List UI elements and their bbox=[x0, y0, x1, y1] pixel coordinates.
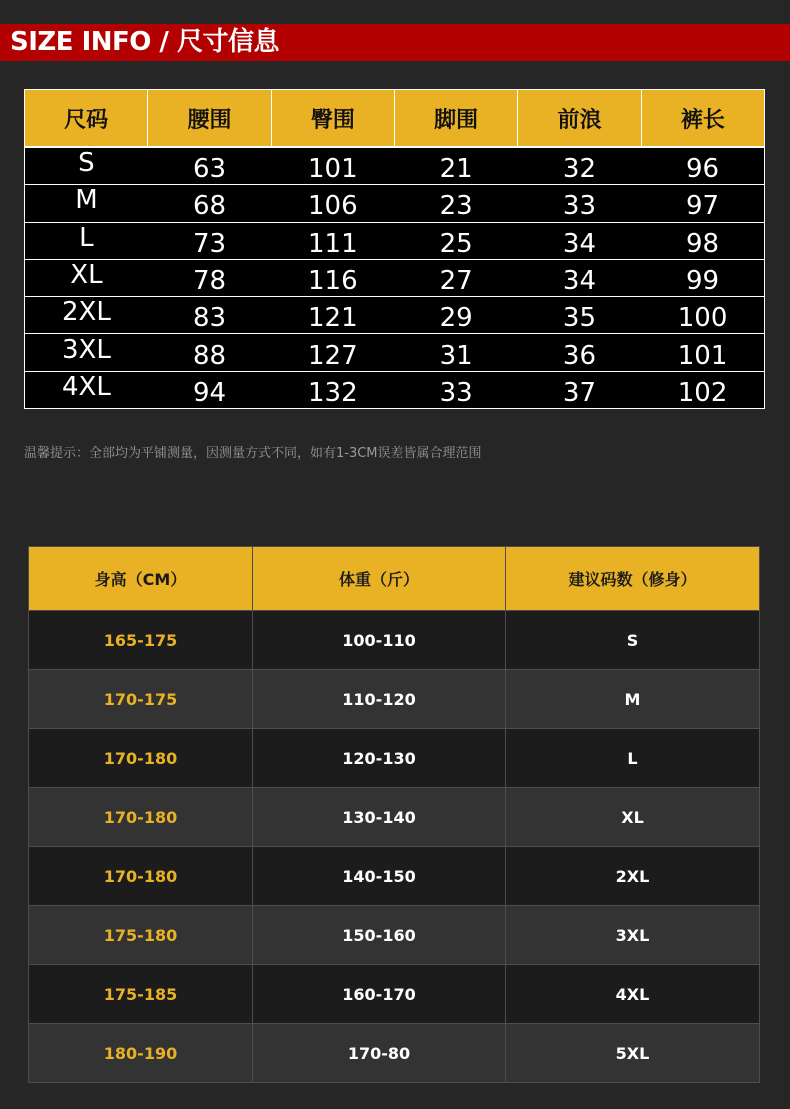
table-row bbox=[29, 906, 760, 965]
table-row bbox=[25, 297, 765, 334]
size-cell: 4XL bbox=[506, 965, 760, 1024]
table-row bbox=[29, 670, 760, 729]
size-table-header: 臀围 bbox=[271, 90, 394, 148]
size-table-header: 腰围 bbox=[148, 90, 271, 148]
table-cell: 63 bbox=[148, 147, 271, 185]
table-cell: 132 bbox=[271, 371, 394, 408]
table-cell: 94 bbox=[148, 371, 271, 408]
table-cell: 21 bbox=[394, 147, 517, 185]
table-cell: 97 bbox=[641, 185, 764, 222]
table-row bbox=[29, 729, 760, 788]
height-cell: 180-190 bbox=[29, 1024, 253, 1083]
size-cell: S bbox=[25, 147, 148, 185]
title-banner bbox=[0, 24, 790, 61]
table-cell: 116 bbox=[271, 259, 394, 296]
height-cell: 170-180 bbox=[29, 729, 253, 788]
table-cell: 101 bbox=[641, 334, 764, 371]
table-cell: 29 bbox=[394, 297, 517, 334]
size-cell: 2XL bbox=[25, 297, 148, 334]
table-cell: 98 bbox=[641, 222, 764, 259]
size-cell: M bbox=[25, 185, 148, 222]
size-measurement-table bbox=[24, 89, 765, 409]
table-row bbox=[29, 611, 760, 670]
weight-cell: 170-80 bbox=[253, 1024, 506, 1083]
table-cell: 27 bbox=[394, 259, 517, 296]
size-cell: XL bbox=[25, 259, 148, 296]
size-cell: L bbox=[25, 222, 148, 259]
recommended-size-header: 建议码数（修身） bbox=[506, 547, 760, 611]
table-cell: 34 bbox=[518, 259, 641, 296]
table-cell: 106 bbox=[271, 185, 394, 222]
height-cell: 165-175 bbox=[29, 611, 253, 670]
size-cell: M bbox=[506, 670, 760, 729]
size-table-header-row bbox=[25, 90, 765, 148]
table-cell: 25 bbox=[394, 222, 517, 259]
table-cell: 101 bbox=[271, 147, 394, 185]
size-recommendation-table bbox=[28, 546, 760, 1083]
size-cell: 3XL bbox=[506, 906, 760, 965]
table-row bbox=[25, 147, 765, 185]
weight-cell: 140-150 bbox=[253, 847, 506, 906]
table-cell: 33 bbox=[394, 371, 517, 408]
table-row bbox=[25, 222, 765, 259]
height-cell: 175-185 bbox=[29, 965, 253, 1024]
size-table-header: 尺码 bbox=[25, 90, 148, 148]
table-row bbox=[29, 847, 760, 906]
table-cell: 96 bbox=[641, 147, 764, 185]
size-cell: S bbox=[506, 611, 760, 670]
table-cell: 78 bbox=[148, 259, 271, 296]
height-cell: 170-180 bbox=[29, 788, 253, 847]
weight-cell: 100-110 bbox=[253, 611, 506, 670]
table-cell: 33 bbox=[518, 185, 641, 222]
table-cell: 68 bbox=[148, 185, 271, 222]
banner-title: SIZE INFO / 尺寸信息 bbox=[10, 27, 279, 57]
size-cell: 5XL bbox=[506, 1024, 760, 1083]
weight-cell: 130-140 bbox=[253, 788, 506, 847]
table-cell: 102 bbox=[641, 371, 764, 408]
table-cell: 88 bbox=[148, 334, 271, 371]
table-cell: 121 bbox=[271, 297, 394, 334]
size-cell: 4XL bbox=[25, 371, 148, 408]
table-cell: 111 bbox=[271, 222, 394, 259]
height-header: 身高（CM） bbox=[29, 547, 253, 611]
table-cell: 34 bbox=[518, 222, 641, 259]
table-row bbox=[25, 259, 765, 296]
table-row bbox=[29, 1024, 760, 1083]
table-cell: 32 bbox=[518, 147, 641, 185]
table-cell: 36 bbox=[518, 334, 641, 371]
size-cell: XL bbox=[506, 788, 760, 847]
weight-cell: 120-130 bbox=[253, 729, 506, 788]
table-cell: 73 bbox=[148, 222, 271, 259]
recommend-table-header-row bbox=[29, 547, 760, 611]
size-table-header: 裤长 bbox=[641, 90, 764, 148]
height-cell: 170-175 bbox=[29, 670, 253, 729]
measurement-note: 温馨提示：全部均为平铺测量，因测量方式不同，如有1-3CM误差皆属合理范围 bbox=[24, 446, 482, 461]
size-table-header: 前浪 bbox=[518, 90, 641, 148]
table-cell: 23 bbox=[394, 185, 517, 222]
weight-cell: 150-160 bbox=[253, 906, 506, 965]
table-cell: 99 bbox=[641, 259, 764, 296]
height-cell: 170-180 bbox=[29, 847, 253, 906]
size-cell: L bbox=[506, 729, 760, 788]
table-row bbox=[25, 371, 765, 408]
table-row bbox=[25, 334, 765, 371]
table-cell: 31 bbox=[394, 334, 517, 371]
size-cell: 2XL bbox=[506, 847, 760, 906]
table-cell: 100 bbox=[641, 297, 764, 334]
size-table-header: 脚围 bbox=[394, 90, 517, 148]
table-row bbox=[29, 965, 760, 1024]
size-cell: 3XL bbox=[25, 334, 148, 371]
table-cell: 37 bbox=[518, 371, 641, 408]
weight-cell: 160-170 bbox=[253, 965, 506, 1024]
table-cell: 127 bbox=[271, 334, 394, 371]
table-row bbox=[29, 788, 760, 847]
weight-header: 体重（斤） bbox=[253, 547, 506, 611]
height-cell: 175-180 bbox=[29, 906, 253, 965]
table-cell: 83 bbox=[148, 297, 271, 334]
table-cell: 35 bbox=[518, 297, 641, 334]
weight-cell: 110-120 bbox=[253, 670, 506, 729]
table-row bbox=[25, 185, 765, 222]
